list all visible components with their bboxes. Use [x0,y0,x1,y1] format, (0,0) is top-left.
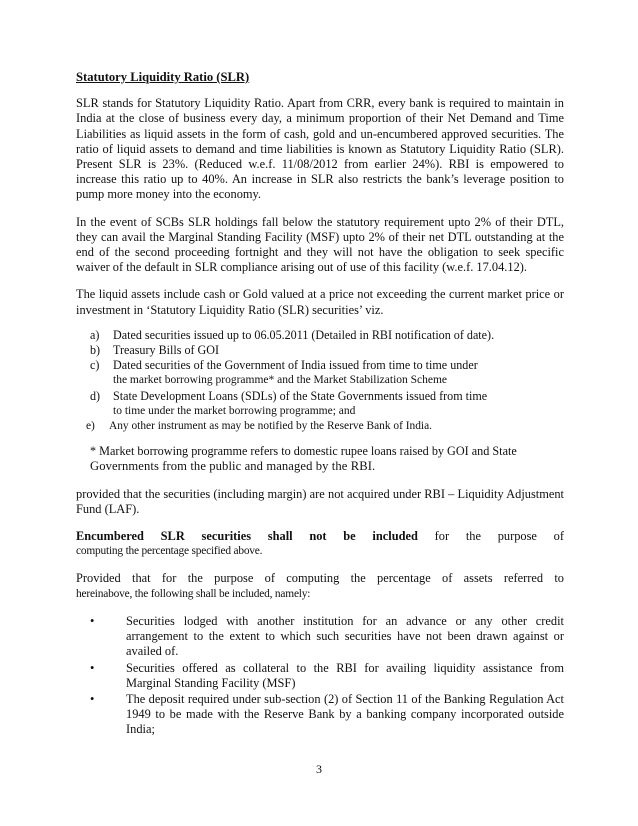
list-item [90,343,564,358]
list-item-text: Treasury Bills of GOI [113,343,220,358]
page-number: 3 [316,762,322,776]
laf-proviso-paragraph: provided that the securities (including margin) are not acquired under RBI – Liquidity Adjustment Fund (LAF). [76,486,564,516]
list-item [86,419,564,434]
list-item [90,358,564,388]
list-item-text: Any other instrument as may be notified by the Reserve Bank of India. [109,420,432,433]
footnote-market-borrowing [90,444,564,474]
footnote-line: Governments from the public and managed by the RBI. [90,459,376,474]
list-marker: b) [90,343,101,358]
list-item-continuation: to time under the market borrowing programme; and [113,404,356,417]
bullet-text: The deposit required under sub-section (2) of Section 11 of the Banking Regulation Act 1949 to be made with the Reserve Bank by a banking company incorporated outside India; [126,691,564,737]
bullet-icon: • [90,613,95,628]
slr-definition-paragraph: SLR stands for Statutory Liquidity Ratio. Apart from CRR, every bank is required to maintain in India at the close of business every day, a minimum proportion of their Net Demand and Time Liabilities as liquid assets in the form of cash, gold and un-encumbered approved securities. The ratio of liquid assets to demand and time liabilities is known as Statutory Liquidity Ratio (SLR). Present SLR is 23%. (Reduced w.e.f. 11/08/2012 from earlier 24%). RBI is empowered to increase this ratio up to 40%. An increase in SLR also restricts the bank’s leverage position to pump more money into the economy. [76,96,564,202]
section-title: Statutory Liquidity Ratio (SLR) [76,70,250,84]
list-item-continuation: the market borrowing programme* and the Market Stabilization Scheme [113,374,448,387]
list-item-text: State Development Loans (SDLs) of the State Governments issued from time [113,388,488,403]
list-marker: c) [90,358,100,373]
included-assets-list [76,614,564,738]
encumbered-rest-text: for the purpose of [417,529,564,544]
encumbered-bold-text: Encumbered SLR securities shall not be included [76,529,418,544]
encumbered-securities-paragraph [76,529,564,559]
inclusion-proviso-paragraph [76,571,564,601]
list-item [90,328,564,343]
liquid-assets-paragraph: The liquid assets include cash or Gold valued at a price not exceeding the current market price or investment in ‘Statutory Liquidity Ratio (SLR) securities’ viz. [76,287,564,317]
bullet-text: Securities offered as collateral to the RBI for availing liquidity assistance from Marginal Standing Facility (MSF) [126,660,564,690]
slr-securities-list [76,328,564,434]
list-marker: d) [90,388,101,403]
bullet-text: Securities lodged with another institution for an advance or any other credit arrangement to the extent to which such securities have not been drawn against or availed of. [126,613,564,659]
document-page [76,70,564,739]
list-item-text: Dated securities of the Government of India issued from time to time under [113,358,478,373]
msf-paragraph: In the event of SCBs SLR holdings fall below the statutory requirement upto 2% of their DTL, they can avail the Marginal Standing Facility (MSF) upto 2% of their net DTL outstanding at the end of the second proceeding fortnight and they will not have the obligation to seek specific waiver of the default in SLR compliance arising out of use of this facility (w.e.f. 17.04.12). [76,214,564,275]
proviso-line-1: Provided that for the purpose of computing the percentage of assets referred to [76,571,564,586]
list-marker: a) [90,327,100,342]
bullet-icon: • [90,660,95,675]
proviso-line-2: hereinabove, the following shall be included, namely: [76,587,311,600]
bullet-item [90,661,564,691]
encumbered-line-2: computing the percentage specified above. [76,545,263,558]
list-item [90,389,564,419]
footnote-line: * Market borrowing programme refers to domestic rupee loans raised by GOI and State [90,444,517,459]
list-item-text: Dated securities issued up to 06.05.2011 (Detailed in RBI notification of date). [113,327,495,342]
bullet-icon: • [90,691,95,706]
bullet-item [90,614,564,660]
bullet-item [90,692,564,738]
list-marker: e) [86,420,95,433]
